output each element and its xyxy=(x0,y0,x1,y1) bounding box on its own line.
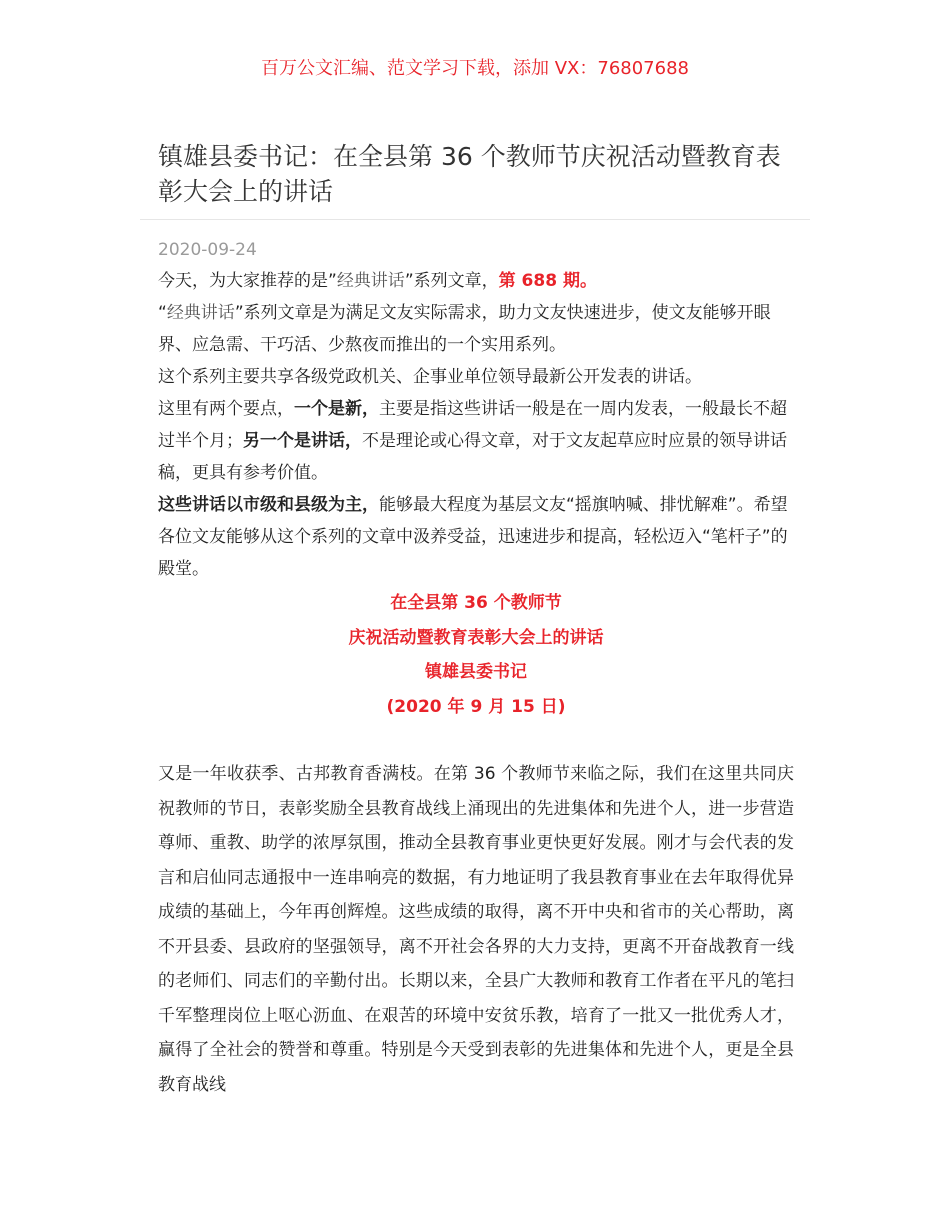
intro-paragraph-3: 这个系列主要共享各级党政机关、企事业单位领导最新公开发表的讲话。 xyxy=(158,367,702,387)
key-point-new: 一个是新， xyxy=(294,399,379,419)
speech-speaker: 镇雄县委书记 xyxy=(425,662,527,682)
intro-text: ”系列文章， xyxy=(404,271,499,291)
intro-paragraph-2 xyxy=(158,297,794,361)
intro-text: 能够最大程度为基层文友“摇旗呐喊、排忧解难”。希望各位文友能够从这个系列的文章中汲养受益，迅速进步和提高，轻松迈入“笔杆子”的殿堂。 xyxy=(158,495,788,579)
promo-banner: 百万公文汇编、范文学习下载，添加 VX：76807688 xyxy=(261,58,689,79)
key-point-speech: 另一个是讲话， xyxy=(243,431,362,451)
key-point-level: 这些讲话以市级和县级为主， xyxy=(158,495,379,515)
intro-text: ”系列文章是为满足文友实际需求，助力文友快速进步，使文友能够开眼界、应急需、干巧活、少熬夜而推出的一个实用系列。 xyxy=(158,303,771,355)
speech-title-line-2: 庆祝活动暨教育表彰大会上的讲话 xyxy=(348,627,604,648)
speech-title-line-1: 在全县第 36 个教师节 xyxy=(390,593,562,613)
title-divider xyxy=(140,219,810,220)
speech-heading xyxy=(158,586,794,724)
intro-paragraph-5 xyxy=(158,489,794,585)
series-name: 经典讲话 xyxy=(166,303,235,323)
intro-text: 今天，为大家推荐的是” xyxy=(158,271,337,291)
intro-paragraph-1 xyxy=(158,265,794,297)
article-title: 镇雄县委书记：在全县第 36 个教师节庆祝活动暨教育表彰大会上的讲话 xyxy=(158,142,781,206)
intro-section xyxy=(158,265,794,585)
intro-paragraph-4 xyxy=(158,393,794,489)
intro-text: 这里有两个要点， xyxy=(158,399,294,419)
publish-date: 2020-09-24 xyxy=(158,240,257,260)
speech-body: 又是一年收获季、古邦教育香满枝。在第 36 个教师节来临之际，我们在这里共同庆祝教师的节日，表彰奖励全县教育战线上涌现出的先进集体和先进个人，进一步营造尊师、重教、助学的浓厚氛围，推动全县教育事业更快更好发展。刚才与会代表的发言和启仙同志通报中一连串响亮的数据，有力地证明了我县教育事业在去年取得优异成绩的基础上，今年再创辉煌。这些成绩的取得，离不开中央和省市的关心帮助，离不开县委、县政府的坚强领导，离不开社会各界的大力支持，更离不开奋战教育一线的老师们、同志们的辛勤付出。长期以来，全县广大教师和教育工作者在平凡的笔扫千军整理岗位上呕心沥血、在艰苦的环境中安贫乐教，培育了一批又一批优秀人才，赢得了全社会的赞誉和尊重。特别是今天受到表彰的先进集体和先进个人，更是全县教育战线 xyxy=(158,764,794,1095)
intro-text: 主要是指这些讲话一般是在一周内发表，一般最长不超过半个月； xyxy=(158,399,787,451)
issue-number: 第 688 期。 xyxy=(498,271,597,291)
series-name: 经典讲话 xyxy=(336,271,405,291)
intro-text: “ xyxy=(158,303,167,323)
intro-text: 不是理论或心得文章，对于文友起草应时应景的领导讲话稿，更具有参考价值。 xyxy=(158,431,787,483)
speech-date: (2020 年 9 月 15 日) xyxy=(386,696,566,717)
